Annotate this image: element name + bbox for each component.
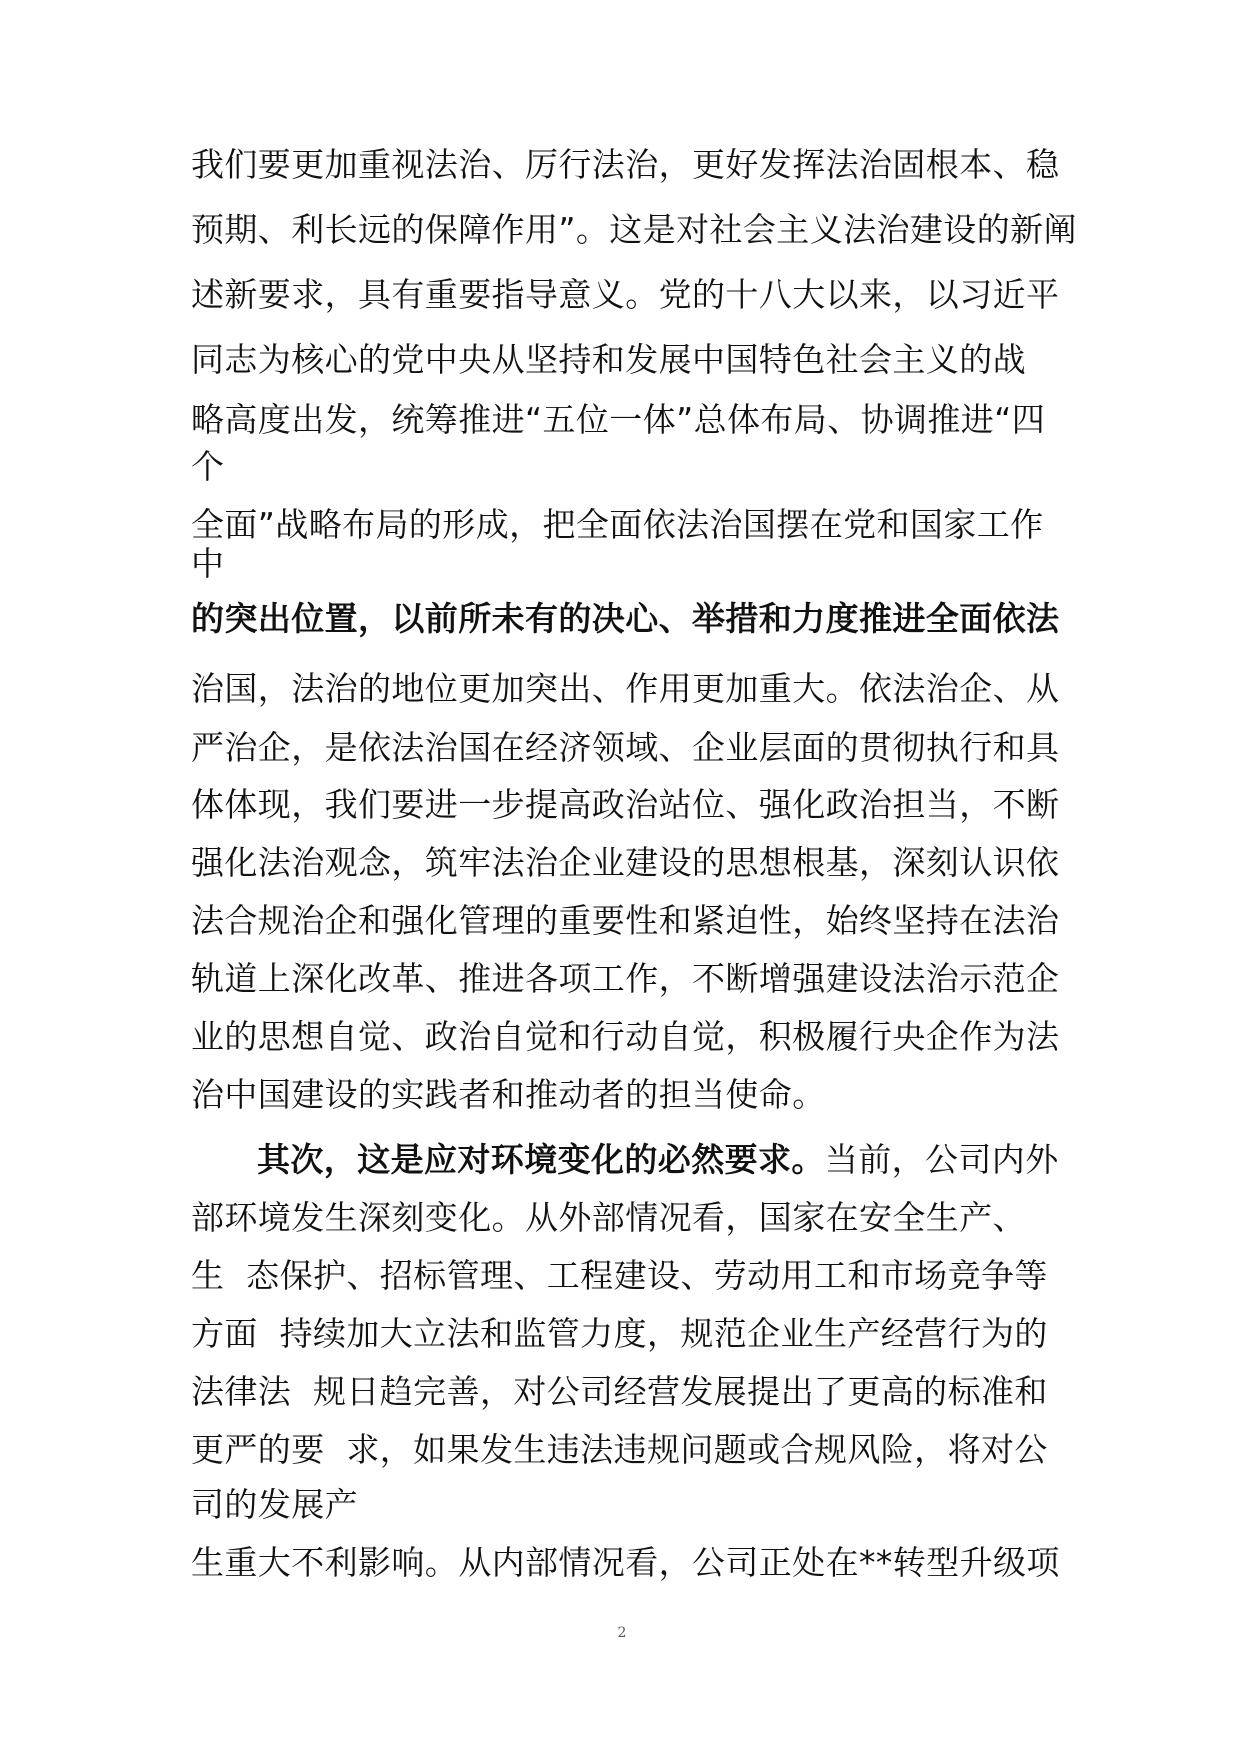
text-line: 治中国建设的实践者和推动者的担当使命。 [191, 1075, 826, 1114]
text-line: 全面”战略布局的形成，把全面依法治国摆在党和国家工作 [191, 505, 1044, 544]
paragraph-first-line-rest: 当前，公司内外 [824, 1140, 1059, 1179]
text-line: 预期、利长远的保障作用”。这是对社会主义法治建设的新阐 [191, 210, 1077, 249]
text-line: 个 [191, 447, 225, 486]
text-line: 方面 持续加大立法和监管力度，规范企业生产经营行为的 [191, 1314, 1048, 1353]
text-line: 同志为核心的党中央从坚持和发展中国特色社会主义的战 [191, 340, 1026, 379]
text-line: 我们要更加重视法治、厉行法治，更好发挥法治固根本、稳 [191, 145, 1060, 184]
text-line: 述新要求，具有重要指导意义。党的十八大以来，以习近平 [191, 275, 1060, 314]
text-line: 更严的要 求，如果发生违法违规问题或合规风险，将对公 [191, 1430, 1048, 1469]
text-line: 生 态保护、招标管理、工程建设、劳动用工和市场竞争等 [191, 1256, 1048, 1295]
page-number: 2 [617, 1625, 627, 1641]
text-line: 强化法治观念，筑牢法治企业建设的思想根基，深刻认识依 [191, 843, 1060, 882]
text-line: 法律法 规日趋完善，对公司经营发展提出了更高的标准和 [191, 1372, 1048, 1411]
text-line: 严治企，是依法治国在经济领域、企业层面的贯彻执行和具 [191, 728, 1060, 767]
text-line: 轨道上深化改革、推进各项工作，不断增强建设法治示范企 [191, 959, 1060, 998]
text-line: 治国，法治的地位更加突出、作用更加重大。依法治企、从 [191, 669, 1060, 708]
paragraph-first-line [257, 1138, 1059, 1182]
text-line: 部环境发生深刻变化。从外部情况看，国家在安全生产、 [191, 1198, 1026, 1237]
paragraph-heading: 其次，这是应对环境变化的必然要求。 [257, 1140, 825, 1179]
text-line: 生重大不利影响。从内部情况看，公司正处在**转型升级项 [191, 1543, 1060, 1582]
text-line: 体体现，我们要进一步提高政治站位、强化政治担当，不断 [191, 785, 1060, 824]
text-line: 法合规治企和强化管理的重要性和紧迫性，始终坚持在法治 [191, 901, 1060, 940]
bold-text-line: 的突出位置，以前所未有的决心、举措和力度推进全面依法 [191, 599, 1060, 638]
text-line: 业的思想自觉、政治自觉和行动自觉，积极履行央企作为法 [191, 1017, 1060, 1056]
text-line: 中 [191, 544, 225, 583]
text-line: 司的发展产 [191, 1485, 358, 1524]
text-line: 略高度出发，统筹推进“五位一体”总体布局、协调推进“四 [191, 400, 1046, 439]
